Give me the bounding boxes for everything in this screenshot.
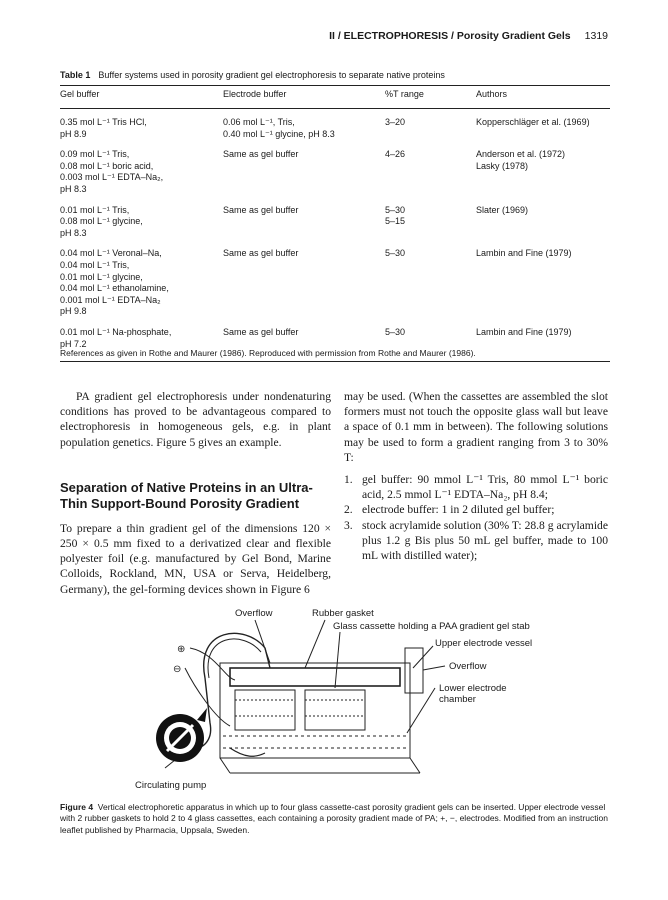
column-header: Gel buffer — [60, 89, 100, 99]
cell-line: 5–30 — [385, 204, 406, 215]
table-cell-electrode — [223, 117, 383, 140]
cell-line: Anderson et al. (1972) — [476, 149, 566, 160]
tank-base-right — [410, 758, 420, 773]
cell-line: 5–30 — [385, 248, 406, 259]
table-cell-authors — [476, 327, 616, 339]
cell-line: 0.01 mol L⁻¹ Na-phosphate, — [60, 326, 172, 337]
list-text: stock acrylamide solution (30% T: 28.8 g acrylamide plus 1.2 g Bis plus 50 mL gel buffer, made to 100 mL with distilled water); — [362, 518, 608, 563]
figure-caption-text: Vertical electrophoretic apparatus in which up to four glass cassette-cast porosity gradient gels can be inserted. Upper electrode vessel with 2 rubber gaskets to hold 2 to 4 glass cassettes, each containing a porosity gradient made of PA; +, −, electrodes. Modified from an instruction leaflet published by Pharmacia, Uppsala, Sweden. — [60, 802, 608, 835]
cell-line: 0.08 mol L⁻¹ boric acid, — [60, 160, 154, 171]
cell-line: Lambin and Fine (1979) — [476, 248, 572, 259]
list-number: 2. — [344, 503, 353, 517]
minus-electrode-icon: ⊖ — [173, 664, 182, 675]
table-cell-range — [385, 327, 475, 339]
table-header-row — [60, 89, 610, 108]
list-number: 3. — [344, 518, 353, 532]
table-row — [60, 205, 610, 249]
figure-caption — [60, 802, 610, 836]
table-bottom-rule — [60, 361, 610, 362]
cell-line: pH 8.9 — [60, 128, 87, 139]
table-cell-range — [385, 205, 475, 228]
leader-lower-chamber — [407, 688, 435, 733]
plus-electrode-icon: ⊕ — [177, 644, 186, 655]
cell-line: pH 7.2 — [60, 338, 87, 349]
table-cell-electrode — [223, 248, 383, 260]
leader-overflow-right — [423, 666, 445, 670]
table-top-rule — [60, 85, 610, 86]
cell-line: 3–20 — [385, 117, 406, 127]
label-upper-vessel: Upper electrode vessel — [435, 638, 533, 649]
cell-line: 5–30 — [385, 326, 406, 337]
cell-line: Same as gel buffer — [223, 149, 299, 160]
cell-line: Kopperschläger et al. (1969) — [476, 117, 590, 127]
cell-line: 0.40 mol L⁻¹ glycine, pH 8.3 — [223, 128, 335, 139]
overflow-column — [405, 648, 423, 693]
cell-line: 5–15 — [385, 216, 406, 227]
figure-apparatus — [135, 608, 555, 798]
solution-list — [344, 472, 608, 563]
cell-line: 0.08 mol L⁻¹ glycine, — [60, 216, 143, 227]
cell-line: pH 9.8 — [60, 306, 87, 317]
cell-line: 0.003 mol L⁻¹ EDTA–Na₂, — [60, 172, 164, 183]
section-heading: Separation of Native Proteins in an Ultra-Thin Support-Bound Porosity Gradient — [60, 479, 313, 512]
column-header: Authors — [476, 89, 508, 99]
label-rubber-gasket: Rubber gasket — [312, 608, 374, 619]
overflow-tube — [204, 633, 270, 678]
running-head — [60, 30, 608, 42]
running-head-title: II / ELECTROPHORESIS / Porosity Gradient Gels — [329, 30, 571, 42]
list-number: 1. — [344, 473, 353, 487]
buffer-table — [60, 85, 610, 362]
cell-line: Same as gel buffer — [223, 326, 299, 337]
paragraph-continued: may be used. (When the cassettes are assembled the slot formers must not touch the opposite glass wall but leave a space of 0.1 mm in between). The following solutions may be used to form a gradient ranging from 3 to 30% T: — [344, 390, 608, 464]
list-item — [344, 518, 608, 564]
page-number: 1319 — [584, 30, 608, 42]
list-item — [344, 472, 608, 502]
cell-line: 0.01 mol L⁻¹ glycine, — [60, 271, 143, 282]
label-glass-cassette: Glass cassette holding a PAA gradient gel stab — [333, 621, 530, 632]
cell-line: 0.04 mol L⁻¹ Veronal–Na, — [60, 248, 162, 259]
table-caption — [60, 70, 445, 80]
cell-line: 0.001 mol L⁻¹ EDTA–Na₂ — [60, 294, 161, 305]
table-label: Table 1 — [60, 70, 91, 80]
cassette-2 — [305, 690, 365, 730]
cell-line: Lambin and Fine (1979) — [476, 326, 572, 337]
cell-line: pH 8.3 — [60, 227, 87, 238]
cell-line: Lasky (1978) — [476, 160, 529, 171]
table-cell-electrode — [223, 205, 383, 217]
cell-line: 0.09 mol L⁻¹ Tris, — [60, 149, 130, 160]
table-row — [60, 248, 610, 327]
table-cell-range — [385, 117, 475, 129]
table-cell-range — [385, 248, 475, 260]
label-lower-chamber: Lower electrode chamber — [439, 683, 507, 705]
pump-icon — [156, 708, 207, 762]
paragraph — [60, 521, 331, 597]
table-cell-authors — [476, 117, 616, 129]
cell-line: Same as gel buffer — [223, 204, 299, 215]
table-cell-range — [385, 149, 475, 161]
tank-base-left — [220, 758, 230, 773]
table-cell-authors — [476, 205, 616, 217]
table-cell-electrode — [223, 149, 383, 161]
column-header: %T range — [385, 89, 424, 99]
cell-line: 0.01 mol L⁻¹ Tris, — [60, 204, 130, 215]
label-overflow-top: Overflow — [235, 608, 273, 619]
cell-line: 4–26 — [385, 149, 406, 160]
table-row — [60, 149, 610, 204]
cell-line: 0.06 mol L⁻¹, Tris, — [223, 117, 295, 127]
table-cell-gel — [60, 248, 220, 318]
table-cell-gel — [60, 327, 220, 350]
list-item — [344, 502, 608, 517]
leader-gasket — [305, 620, 325, 668]
paragraph: PA gradient gel electrophoresis under nondenaturing conditions has proved to be advantageous compared to electrophoresis in homogeneous gels, e.g. in plant population genetics. Figure 5 gives an example. — [60, 390, 331, 449]
list-text: gel buffer: 90 mmol L⁻¹ Tris, 80 mmol L⁻¹ boric acid, 2.5 mmol L⁻¹ EDTA–Na₂, pH 8.4; — [362, 473, 608, 502]
table-cell-gel — [60, 117, 220, 140]
tank-outline — [220, 663, 410, 758]
cell-line: pH 8.3 — [60, 183, 87, 194]
label-circulating-pump: Circulating pump — [135, 780, 207, 791]
label-overflow-right: Overflow — [449, 661, 487, 672]
column-header: Electrode buffer — [223, 89, 287, 99]
cell-line: Slater (1969) — [476, 204, 529, 215]
table-cell-electrode — [223, 327, 383, 339]
table-cell-authors — [476, 149, 616, 172]
leader-cassette — [335, 632, 340, 688]
cell-line: 0.04 mol L⁻¹ ethanolamine, — [60, 283, 169, 294]
cassette-1 — [235, 690, 295, 730]
table-body — [60, 109, 610, 359]
table-cell-authors — [476, 248, 616, 260]
table-cell-gel — [60, 149, 220, 195]
list-text: electrode buffer: 1 in 2 diluted gel buffer; — [362, 503, 555, 517]
cell-line: 0.35 mol L⁻¹ Tris HCl, — [60, 117, 147, 127]
cell-line: Same as gel buffer — [223, 248, 299, 259]
table-row — [60, 117, 610, 149]
body-column-right — [344, 389, 608, 563]
table-caption-text: Buffer systems used in porosity gradient gel electrophoresis to separate native proteins — [98, 70, 445, 80]
cell-line: 0.04 mol L⁻¹ Tris, — [60, 259, 130, 270]
body-column-left — [60, 389, 331, 597]
table-note: References as given in Rothe and Maurer (1986). Reproduced with permission from Rothe and Maurer (1986). — [60, 348, 476, 358]
paragraph-text: To prepare a thin gradient gel of the dimensions 120 × 250 × 0.5 mm fixed to a derivatized clear and flexible polyester foil (e.g. manufactured by Gel Bond, Marine Colloids, Rockland, MN, USA or Serva, Heidelberg, Germany), the gel-forming devices shown in Figure 6 — [60, 521, 331, 596]
upper-vessel — [230, 668, 400, 686]
table-cell-gel — [60, 205, 220, 240]
figure-caption-label: Figure 4 — [60, 802, 94, 812]
